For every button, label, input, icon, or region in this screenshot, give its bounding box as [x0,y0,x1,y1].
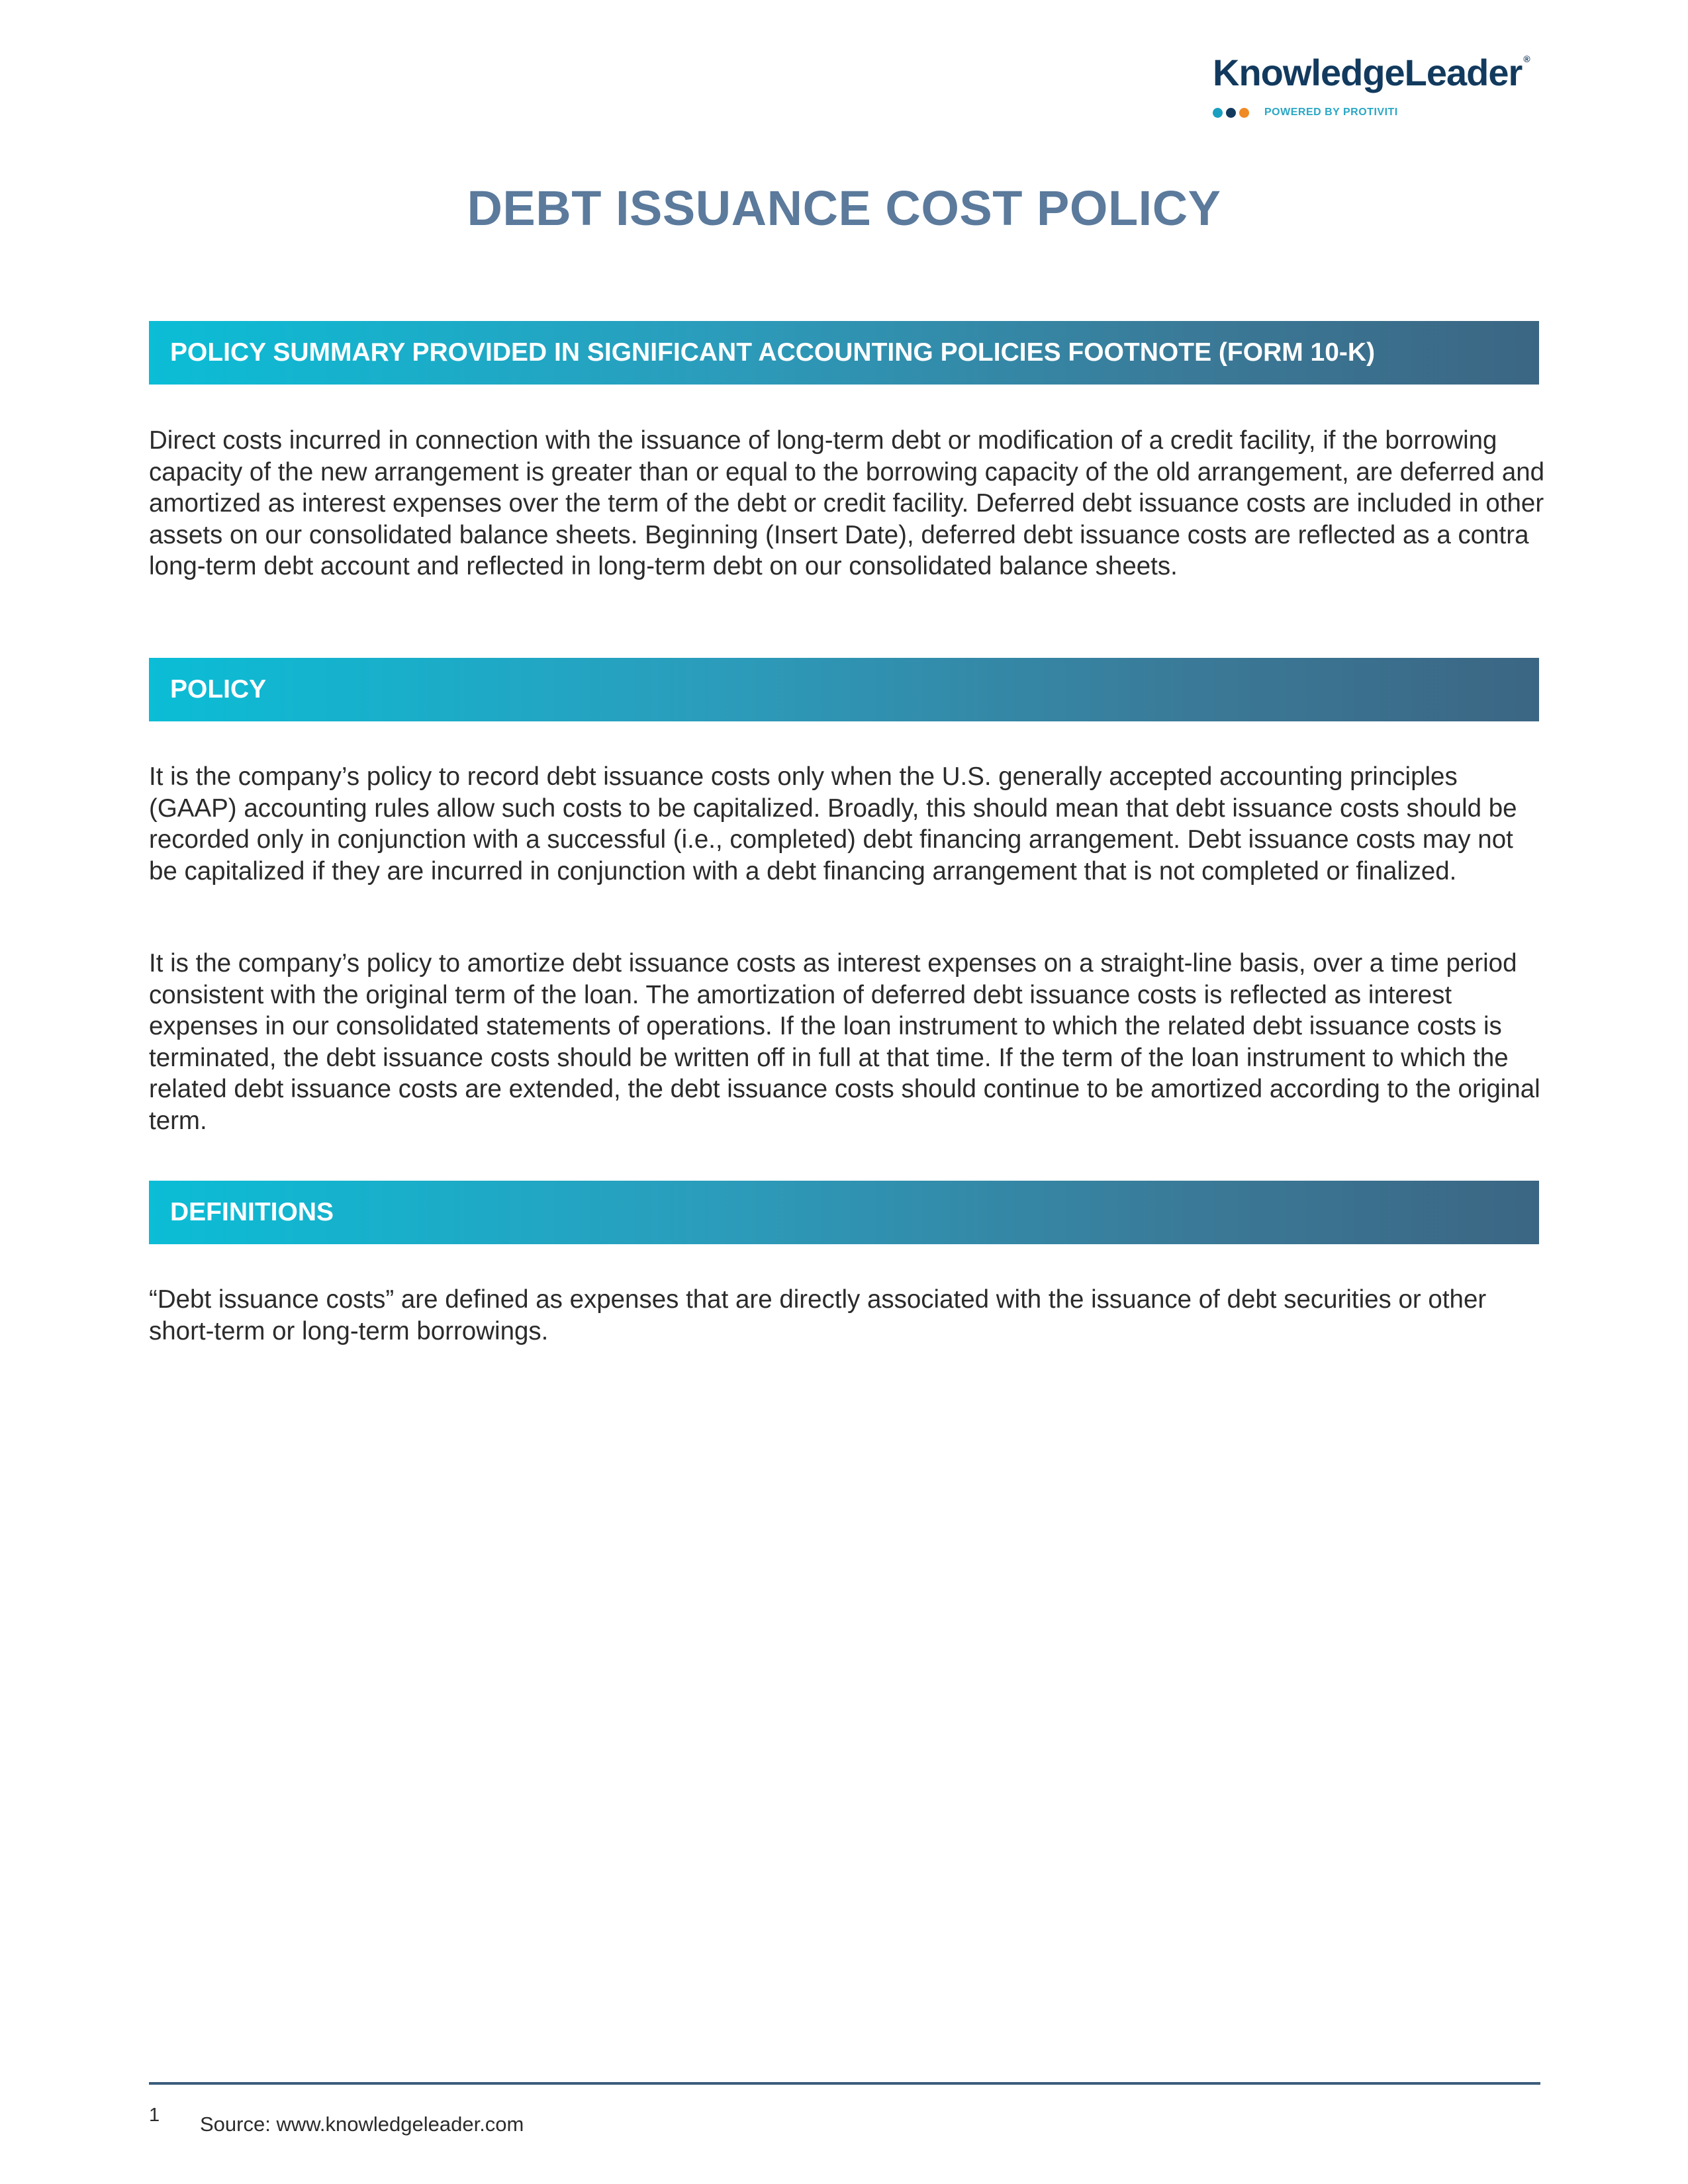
logo-tagline-row [1213,106,1544,119]
section-heading-policy: POLICY [149,658,1539,721]
policy-paragraph-1: It is the company’s policy to record debt issuance costs only when the U.S. generally accepted accounting principles (GAAP) accounting rules allow such costs to be capitalized. Broadly, this should mean that debt issuance costs should be recorded only in conjunction with a successful (i.e., completed) debt financing arrangement. Debt issuance costs may not be capitalized if they are incurred in conjunction with a debt financing arrangement that is not completed or finalized. [149,762,1517,886]
logo-dot-icon-orange [1239,108,1249,118]
section-heading-policy-summary: POLICY SUMMARY PROVIDED IN SIGNIFICANT ACCOUNTING POLICIES FOOTNOTE (FORM 10-K) [149,321,1539,385]
source-note: Source: www.knowledgeleader.com [200,2113,524,2136]
registered-mark: ® [1523,54,1530,64]
policy-paragraph-2: It is the company’s policy to amortize debt issuance costs as interest expenses on a straight-line basis, over a time period consistent with the original term of the loan. The amortization of deferred debt issuance costs is reflected as interest expenses in our consolidated statements of operations. If the loan instrument to which the related debt issuance costs is terminated, the debt issuance costs should be written off in full at that time. If the term of the loan instrument to which the related debt issuance costs are extended, the debt issuance costs should continue to be amortized according to the original term. [149,949,1540,1135]
policy-summary-paragraph: Direct costs incurred in connection with the issuance of long-term debt or modification of a credit facility, if the borrowing capacity of the new arrangement is greater than or equal to the borrowing capacity of the old arrangement, are deferred and amortized as interest expenses over the term of the debt or credit facility. Deferred debt issuance costs are included in other assets on our consolidated balance sheets. Beginning (Insert Date), deferred debt issuance costs are reflected as a contra long-term debt account and reflected in long-term debt on our consolidated balance sheets. [149,426,1545,580]
logo-tagline: POWERED BY PROTIVITI [1264,107,1398,118]
knowledgeleader-logo [1213,54,1544,119]
page-number: 1 [149,2105,160,2126]
footer-divider [149,2082,1540,2085]
logo-dot-icon-navy [1226,108,1236,118]
section-heading-definitions: DEFINITIONS [149,1181,1539,1244]
logo-brand-name: KnowledgeLeader [1213,52,1523,93]
document-title: DEBT ISSUANCE COST POLICY [467,181,1221,236]
logo-dot-icon-teal [1213,108,1223,118]
definitions-paragraph: “Debt issuance costs” are defined as expenses that are directly associated with the issuance of debt securities or other short-term or long-term borrowings. [149,1285,1487,1345]
logo-wordmark [1213,54,1544,91]
